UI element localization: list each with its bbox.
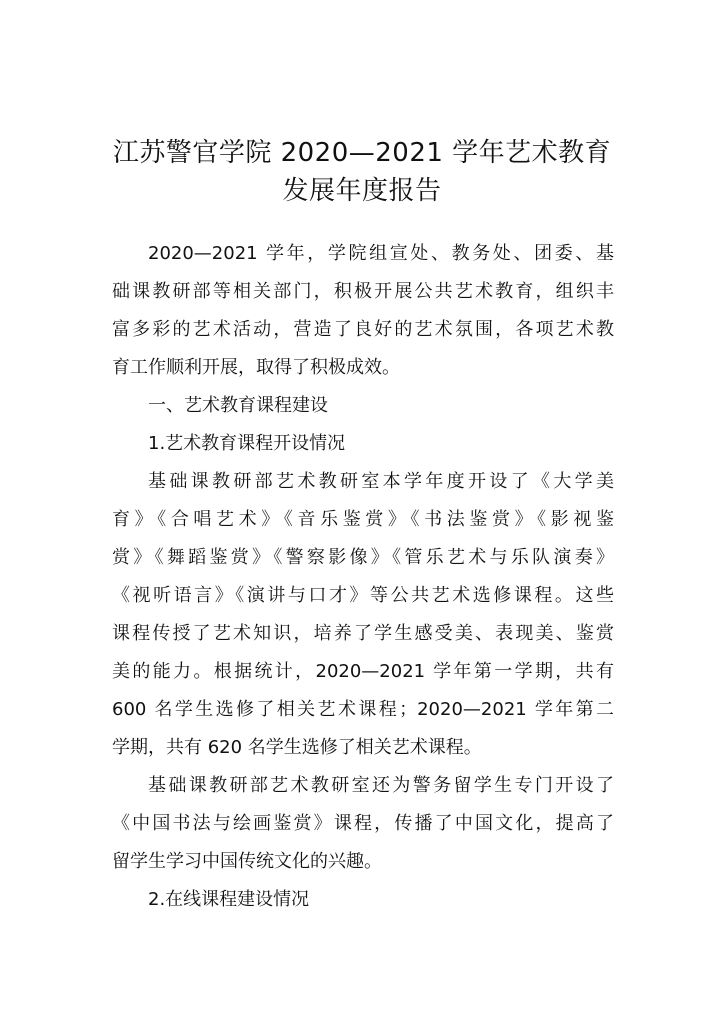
section-heading: 一、艺术教育课程建设 — [148, 395, 328, 416]
paragraph-line: 600 名学生选修了相关艺术课程；2020—2021 学年第二 — [112, 699, 614, 720]
paragraph-line: 《中国书法与绘画鉴赏》课程，传播了中国文化，提高了 — [112, 813, 614, 834]
paragraph-line: 赏》《舞蹈鉴赏》《警察影像》《管乐艺术与乐队演奏》 — [112, 547, 614, 568]
subsection-heading: 2.在线课程建设情况 — [148, 889, 310, 910]
paragraph-line: 础课教研部等相关部门，积极开展公共艺术教育，组织丰 — [112, 281, 614, 302]
paragraph-line: 富多彩的艺术活动，营造了良好的艺术氛围，各项艺术教 — [112, 319, 614, 340]
subsection-heading: 1.艺术教育课程开设情况 — [148, 433, 346, 454]
paragraph-line: 基础课教研部艺术教研室还为警务留学生专门开设了 — [148, 775, 614, 796]
paragraph-line: 《视听语言》《演讲与口才》等公共艺术选修课程。这些 — [112, 585, 614, 606]
document-title-line-1: 江苏警官学院 2020—2021 学年艺术教育 — [112, 138, 612, 168]
paragraph-line: 基础课教研部艺术教研室本学年度开设了《大学美 — [148, 471, 614, 492]
paragraph-line: 课程传授了艺术知识，培养了学生感受美、表现美、鉴赏 — [112, 623, 614, 644]
paragraph-line: 美的能力。根据统计，2020—2021 学年第一学期，共有 — [112, 661, 614, 682]
document-title-line-2: 发展年度报告 — [282, 176, 442, 206]
paragraph-line: 学期，共有 620 名学生选修了相关艺术课程。 — [112, 737, 482, 758]
paragraph-line: 2020—2021 学年，学院组宣处、教务处、团委、基 — [148, 243, 614, 264]
paragraph-line: 育》《合唱艺术》《音乐鉴赏》《书法鉴赏》《影视鉴 — [112, 509, 614, 530]
paragraph-line: 育工作顺利开展，取得了积极成效。 — [112, 357, 400, 378]
paragraph-line: 留学生学习中国传统文化的兴趣。 — [112, 851, 382, 872]
